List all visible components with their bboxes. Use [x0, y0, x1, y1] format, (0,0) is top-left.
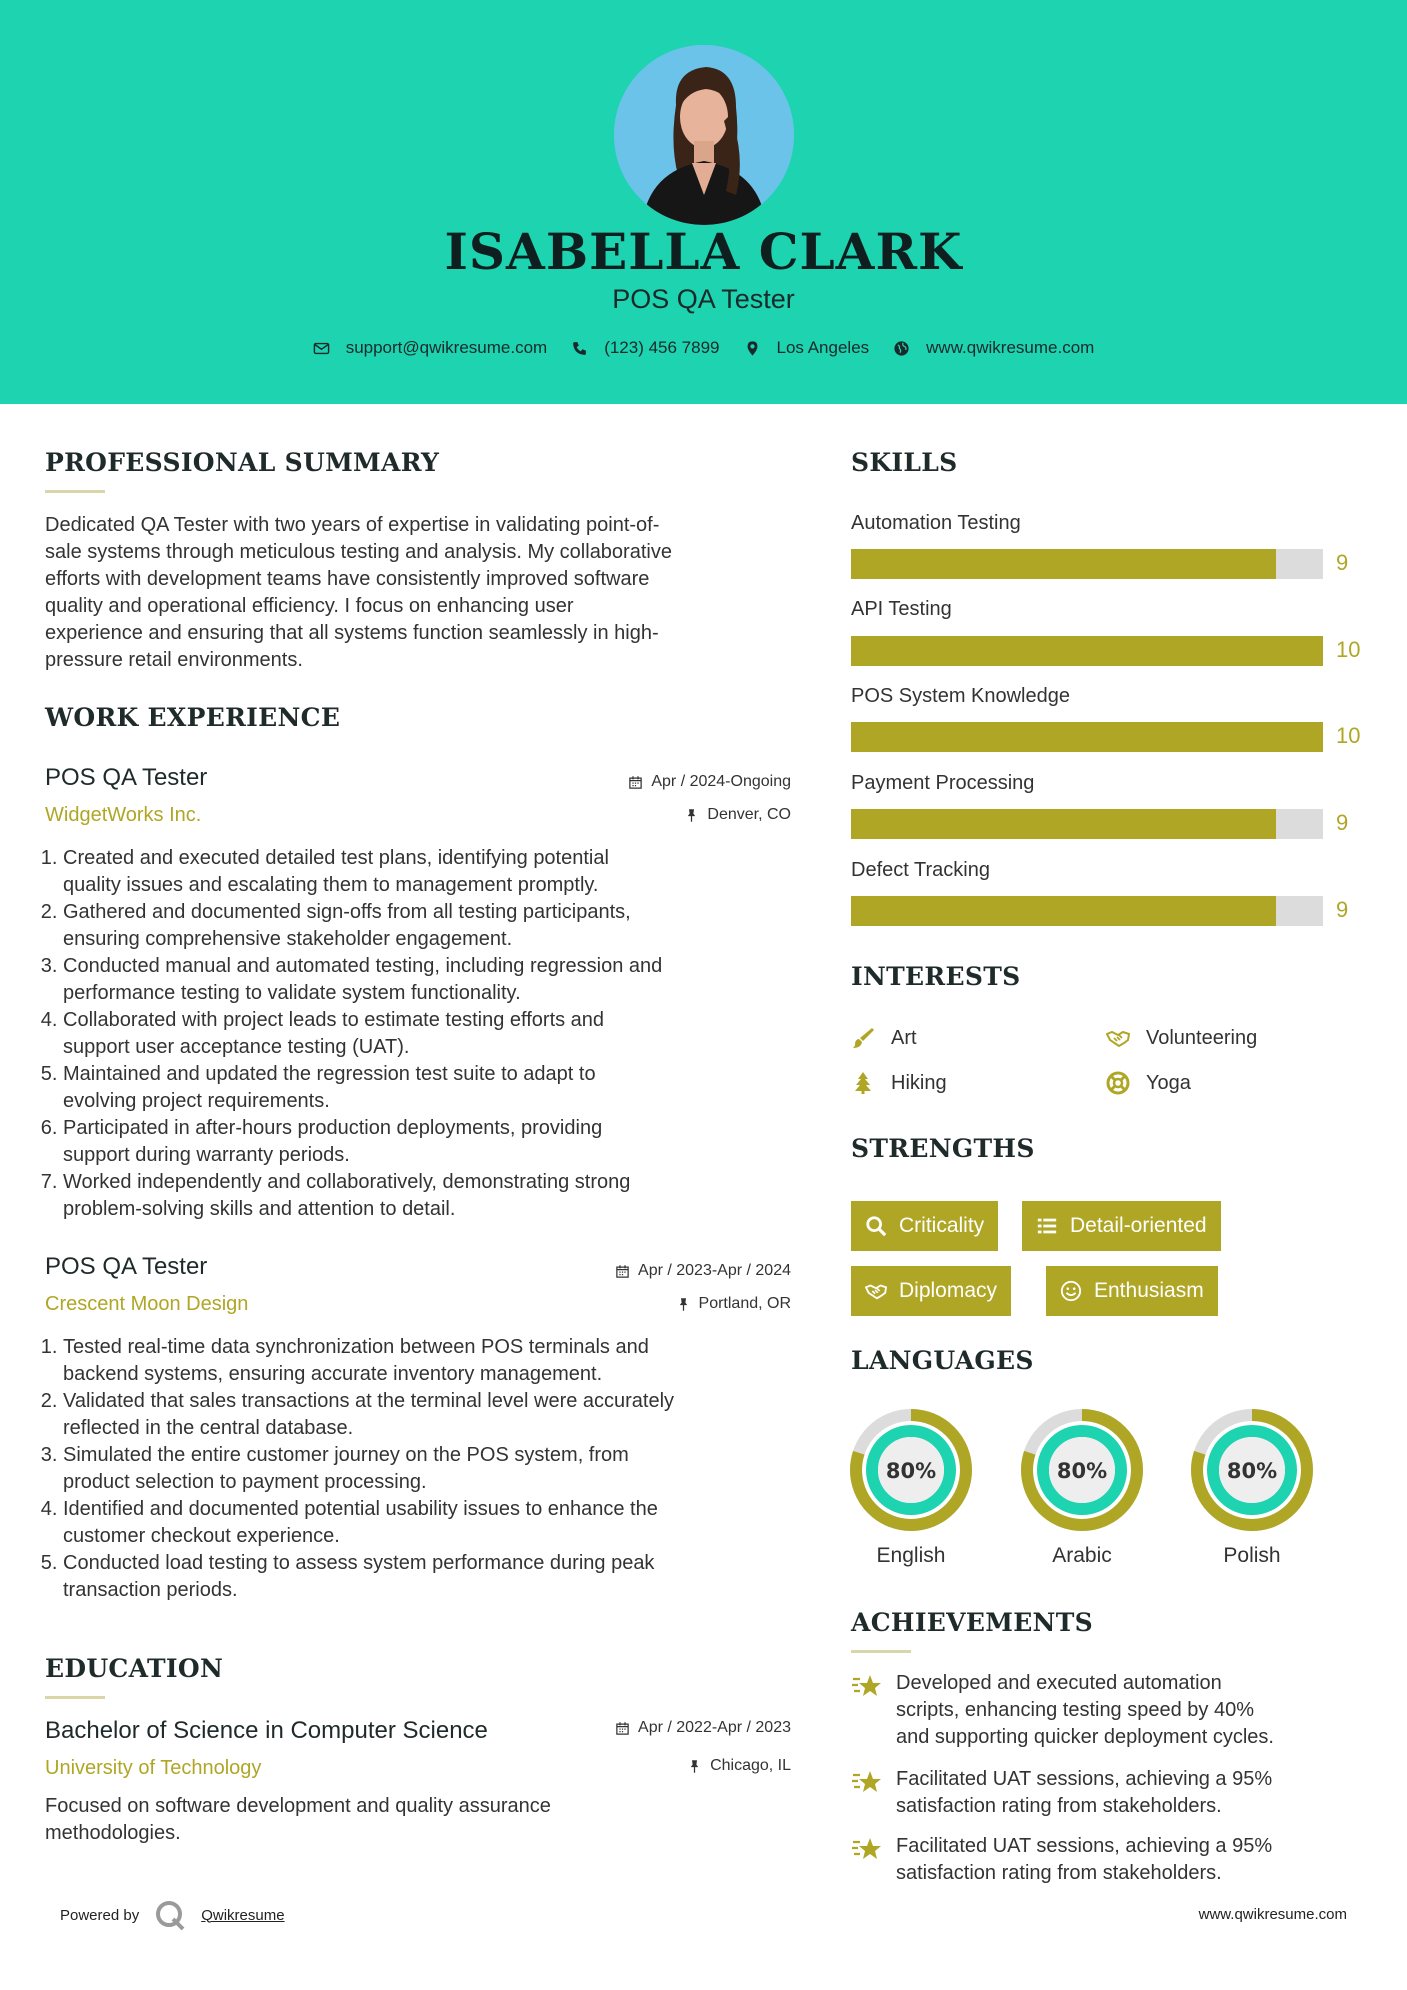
- duty-line: Collaborated with project leads to estimate testing efforts and: [63, 1009, 605, 1031]
- duty-line: Worked independently and collaboratively, demonstrating strong: [63, 1171, 631, 1193]
- contact-location: [744, 338, 870, 358]
- duty-line: reflected in the central database.: [63, 1417, 354, 1439]
- paintbrush-icon: [851, 1026, 875, 1050]
- calendar-icon: [628, 775, 643, 790]
- strength-tag: [1022, 1201, 1221, 1251]
- powered-by-label: Powered by: [60, 1906, 140, 1924]
- smile-icon: [1060, 1280, 1082, 1302]
- achievement-text: [896, 1670, 1361, 1751]
- ring-percent-label: 80%: [1056, 1459, 1108, 1483]
- skills-heading: SKILLS: [851, 448, 958, 477]
- handshake-icon: [865, 1280, 887, 1302]
- school-name: University of Technology: [45, 1757, 262, 1779]
- skill-bar: [851, 722, 1323, 752]
- search-icon: [865, 1215, 887, 1237]
- duty-line: Simulated the entire customer journey on the POS system, from: [63, 1444, 629, 1466]
- achievement-line: and supporting quicker deployment cycles.: [896, 1726, 1274, 1748]
- strength-tag: [851, 1201, 998, 1251]
- experience-heading: WORK EXPERIENCE: [45, 703, 341, 732]
- duty-line: Participated in after-hours production deployments, providing: [63, 1117, 603, 1139]
- contact-email[interactable]: [313, 338, 548, 358]
- languages-heading: LANGUAGES: [851, 1346, 1034, 1375]
- interest-label: Art: [891, 1026, 917, 1049]
- job-date: [615, 1262, 791, 1280]
- interest-item: [1106, 1026, 1257, 1050]
- skill-value: 10: [1336, 723, 1361, 748]
- skill-value: 9: [1336, 550, 1349, 575]
- duty-line: support user acceptance testing (UAT).: [63, 1036, 410, 1058]
- interests-heading: INTERESTS: [851, 962, 1021, 991]
- duty-line: problem-solving skills and attention to detail.: [63, 1198, 456, 1220]
- resume-header: [0, 0, 1407, 404]
- duty-line: evolving project requirements.: [63, 1090, 330, 1112]
- education-heading: EDUCATION: [45, 1654, 224, 1683]
- contact-phone[interactable]: [571, 338, 719, 358]
- job-date-text: Apr / 2023-Apr / 2024: [638, 1262, 791, 1279]
- skill-bar-fill: [851, 636, 1323, 666]
- interest-item: [851, 1071, 947, 1095]
- skill-bar-fill: [851, 549, 1276, 579]
- language-ring: [1021, 1409, 1143, 1531]
- duty-line: quality issues and escalating them to management promptly.: [63, 874, 599, 896]
- qwikresume-logo-icon: [153, 1898, 187, 1932]
- education-location-text: Chicago, IL: [710, 1757, 791, 1774]
- summary-line: quality and operational efficiency. I focus on enhancing user: [45, 595, 574, 617]
- duty-line: performance testing to validate system functionality.: [63, 982, 521, 1004]
- language-name: English: [876, 1544, 946, 1567]
- language-ring: [1191, 1409, 1313, 1531]
- duty-line: Validated that sales transactions at the terminal level were accurately: [63, 1390, 675, 1412]
- education-date: [615, 1719, 791, 1737]
- calendar-icon: [615, 1721, 630, 1736]
- summary-line: sale systems through meticulous testing and analysis. My collaborative: [45, 541, 672, 563]
- list-item: [63, 1388, 805, 1442]
- language-ring: [850, 1409, 972, 1531]
- duty-line: ensuring comprehensive stakeholder engagement.: [63, 928, 513, 950]
- strength-label: Criticality: [899, 1214, 985, 1237]
- list-item: [63, 1115, 805, 1169]
- calendar-icon: [615, 1264, 630, 1279]
- contact-bar: [0, 338, 1407, 358]
- summary-heading: PROFESSIONAL SUMMARY: [45, 448, 440, 477]
- skill-bar-fill: [851, 896, 1276, 926]
- education-description: [45, 1793, 805, 1847]
- list-item: [63, 899, 805, 953]
- person-silhouette-icon: [614, 45, 794, 225]
- achievement-line: Developed and executed automation: [896, 1672, 1222, 1694]
- list-item: [63, 953, 805, 1007]
- location-text: Los Angeles: [776, 338, 870, 357]
- skill-label: Payment Processing: [851, 772, 1035, 794]
- summary-line: experience and ensuring that all systems function seamlessly in high-: [45, 622, 659, 644]
- candidate-role: POS QA Tester: [612, 284, 795, 314]
- strength-tag: [1046, 1266, 1218, 1316]
- pushpin-icon: [687, 1759, 702, 1774]
- phone-icon: [571, 340, 588, 357]
- star-award-icon: [851, 1835, 883, 1865]
- strength-label: Diplomacy: [899, 1279, 998, 1302]
- company-name: Crescent Moon Design: [45, 1293, 249, 1315]
- skill-bar-fill: [851, 809, 1276, 839]
- skill-label: Defect Tracking: [851, 859, 990, 881]
- achievement-line: satisfaction rating from stakeholders.: [896, 1862, 1222, 1884]
- pushpin-icon: [676, 1297, 691, 1312]
- skill-label: API Testing: [851, 598, 952, 620]
- strength-tag: [851, 1266, 1011, 1316]
- skill-label: Automation Testing: [851, 512, 1021, 534]
- job-title: POS QA Tester: [45, 764, 208, 791]
- skill-bar-fill: [851, 722, 1323, 752]
- skill-value: 10: [1336, 637, 1361, 662]
- language-name: Arabic: [1052, 1544, 1112, 1567]
- list-item: [63, 1169, 805, 1223]
- list-item: [63, 1442, 805, 1496]
- list-item: [63, 1334, 805, 1388]
- job-location: [676, 1295, 791, 1313]
- achievements-rule: [851, 1650, 911, 1653]
- interest-label: Yoga: [1146, 1071, 1191, 1094]
- duty-line: Gathered and documented sign-offs from all testing participants,: [63, 901, 631, 923]
- interest-item: [851, 1026, 917, 1050]
- summary-rule: [45, 490, 105, 493]
- list-item: [63, 1496, 805, 1550]
- powered-by: [60, 1898, 285, 1932]
- summary-text: [45, 512, 795, 674]
- envelope-icon: [313, 340, 330, 357]
- brand-link[interactable]: Qwikresume: [201, 1906, 285, 1924]
- achievements-heading: ACHIEVEMENTS: [851, 1608, 1093, 1637]
- star-award-icon: [851, 1672, 883, 1702]
- degree-title: Bachelor of Science in Computer Science: [45, 1717, 488, 1744]
- achievement-text: [896, 1833, 1361, 1887]
- tree-icon: [851, 1071, 875, 1095]
- achievement-item: [851, 1766, 1361, 1820]
- list-item: [63, 845, 805, 899]
- achievement-line: scripts, enhancing testing speed by 40%: [896, 1699, 1254, 1721]
- education-line: Focused on software development and quality assurance: [45, 1795, 551, 1817]
- duty-line: Maintained and updated the regression test suite to adapt to: [63, 1063, 596, 1085]
- job-title: POS QA Tester: [45, 1253, 208, 1280]
- job-location-text: Denver, CO: [707, 806, 791, 823]
- skill-bar: [851, 809, 1323, 839]
- education-line: methodologies.: [45, 1822, 181, 1844]
- company-name: WidgetWorks Inc.: [45, 804, 202, 826]
- duty-line: product selection to payment processing.: [63, 1471, 427, 1493]
- duty-line: Identified and documented potential usability issues to enhance the: [63, 1498, 658, 1520]
- job-location-text: Portland, OR: [698, 1295, 791, 1312]
- duty-line: Conducted manual and automated testing, including regression and: [63, 955, 663, 977]
- contact-website[interactable]: [893, 338, 1094, 358]
- achievement-line: Facilitated UAT sessions, achieving a 95%: [896, 1835, 1273, 1857]
- skill-bar: [851, 636, 1323, 666]
- education-location: [687, 1757, 791, 1775]
- skill-label: POS System Knowledge: [851, 685, 1070, 707]
- candidate-name: ISABELLA CLARK: [444, 222, 963, 281]
- strength-label: Enthusiasm: [1094, 1279, 1204, 1302]
- language-name: Polish: [1223, 1544, 1281, 1567]
- list-item: [63, 1550, 805, 1604]
- interest-label: Volunteering: [1146, 1026, 1258, 1049]
- summary-line: Dedicated QA Tester with two years of expertise in validating point-of-: [45, 514, 660, 536]
- job-date: [628, 773, 791, 791]
- achievement-item: [851, 1833, 1361, 1887]
- website-text: www.qwikresume.com: [926, 338, 1095, 357]
- globe-icon: [893, 340, 910, 357]
- skill-value: 9: [1336, 897, 1349, 922]
- duty-line: customer checkout experience.: [63, 1525, 340, 1547]
- duty-line: support during warranty periods.: [63, 1144, 350, 1166]
- footer-website[interactable]: www.qwikresume.com: [1198, 1906, 1347, 1923]
- email-text: support@qwikresume.com: [345, 338, 548, 357]
- interest-label: Hiking: [891, 1071, 947, 1094]
- ring-percent-label: 80%: [1226, 1459, 1278, 1483]
- strengths-heading: STRENGTHS: [851, 1134, 1035, 1163]
- duty-list: [45, 845, 805, 1223]
- list-item: [63, 1007, 805, 1061]
- achievement-item: [851, 1670, 1361, 1751]
- summary-line: pressure retail environments.: [45, 649, 303, 671]
- profile-photo: [614, 45, 794, 225]
- ring-percent-label: 80%: [885, 1459, 937, 1483]
- pushpin-icon: [684, 808, 699, 823]
- skill-bar: [851, 549, 1323, 579]
- job-date-text: Apr / 2024-Ongoing: [651, 773, 791, 790]
- handshake-icon: [1106, 1026, 1130, 1050]
- job-location: [684, 806, 791, 824]
- education-rule: [45, 1696, 105, 1699]
- summary-line: efforts with development teams have consistently improved software: [45, 568, 650, 590]
- phone-text: (123) 456 7899: [604, 338, 720, 357]
- duty-line: Created and executed detailed test plans, identifying potential: [63, 847, 609, 869]
- duty-list: [45, 1334, 805, 1604]
- strength-label: Detail-oriented: [1070, 1214, 1207, 1237]
- list-item: [63, 1061, 805, 1115]
- duty-line: Tested real-time data synchronization between POS terminals and: [63, 1336, 649, 1358]
- achievement-line: satisfaction rating from stakeholders.: [896, 1795, 1222, 1817]
- achievement-line: Facilitated UAT sessions, achieving a 95%: [896, 1768, 1273, 1790]
- map-pin-icon: [744, 340, 761, 357]
- duty-line: transaction periods.: [63, 1579, 238, 1601]
- interest-item: [1106, 1071, 1191, 1095]
- duty-line: backend systems, ensuring accurate inventory management.: [63, 1363, 603, 1385]
- star-award-icon: [851, 1768, 883, 1798]
- education-date-text: Apr / 2022-Apr / 2023: [638, 1719, 791, 1736]
- lifebuoy-icon: [1106, 1071, 1130, 1095]
- duty-line: Conducted load testing to assess system performance during peak: [63, 1552, 655, 1574]
- skill-bar: [851, 896, 1323, 926]
- skill-value: 9: [1336, 810, 1349, 835]
- list-icon: [1036, 1215, 1058, 1237]
- achievement-text: [896, 1766, 1361, 1820]
